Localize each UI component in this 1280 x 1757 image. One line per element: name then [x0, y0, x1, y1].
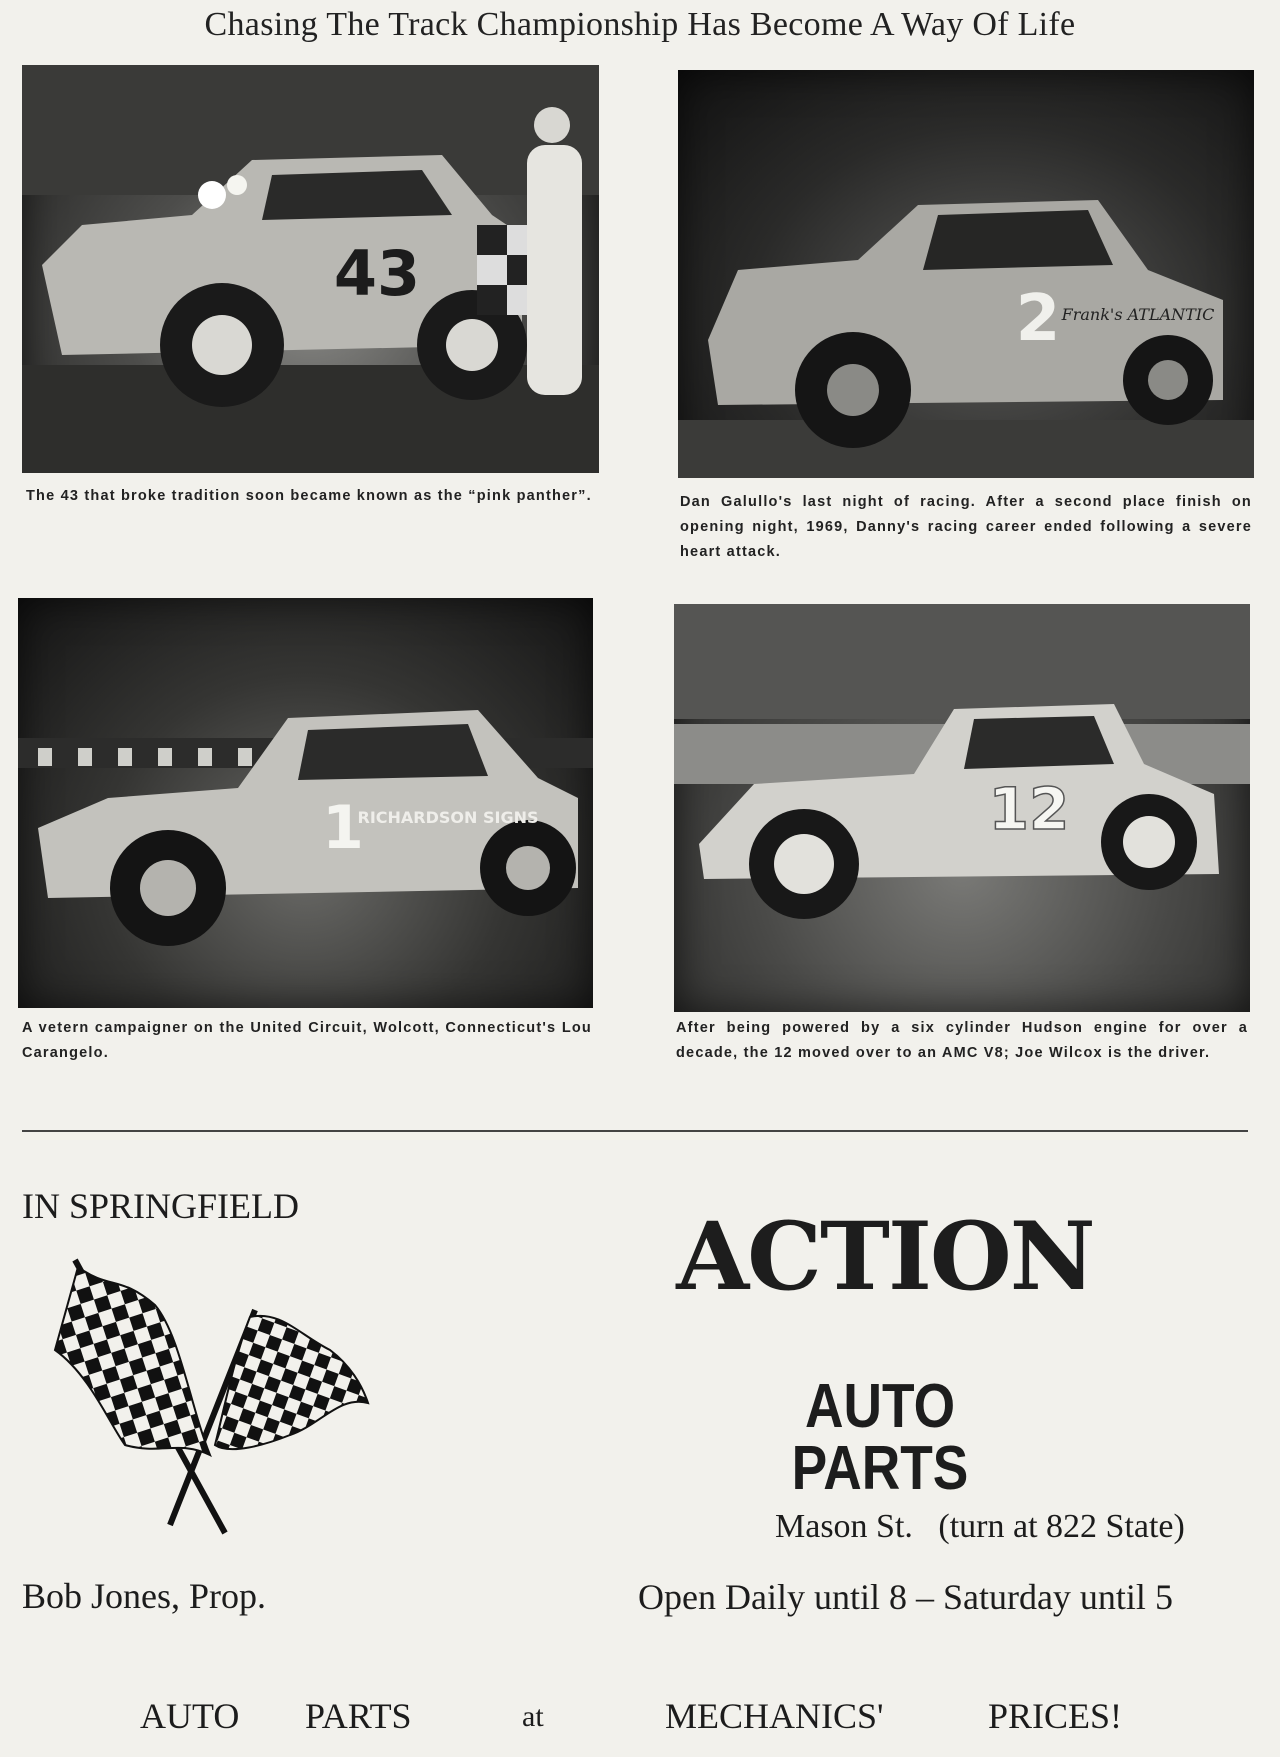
photo-car-43-image	[22, 65, 599, 473]
caption-photo-2: Dan Galullo's last night of racing. After a second place finish on opening night, 1969, Danny's racing career ended following a severe heart attack.	[680, 494, 1252, 560]
photo-car-1-image	[18, 598, 593, 1008]
ad-proprietor: Bob Jones, Prop.	[22, 1576, 267, 1616]
car-number-1: 1	[322, 793, 364, 863]
photo-car-12-image	[674, 604, 1250, 1012]
ad-brand: ACTION	[676, 1202, 1094, 1312]
car-lettering-1: RICHARDSON SIGNS	[357, 808, 539, 827]
race-photo-car-1	[18, 598, 593, 1008]
caption-photo-3: A vetern campaigner on the United Circuit, Wolcott, Connecticut's Lou Carangelo.	[22, 1020, 592, 1061]
photo-car-2-image	[678, 70, 1254, 478]
page-title: Chasing The Track Championship Has Become A Way Of Life	[204, 6, 1076, 43]
car-lettering-2: Frank's ATLANTIC	[1061, 305, 1215, 324]
ad-hours: Open Daily until 8 – Saturday until 5	[638, 1577, 1173, 1617]
tagline-word-4: MECHANICS'	[665, 1696, 884, 1736]
race-photo-car-12	[674, 604, 1250, 1012]
car-number-43: 43	[333, 237, 421, 310]
ad-address: Mason St. (turn at 822 State)	[775, 1508, 1185, 1545]
car-number-12: 12	[988, 775, 1070, 843]
tagline-word-3: at	[522, 1700, 544, 1733]
race-photo-car-2	[678, 70, 1254, 478]
section-divider	[22, 1130, 1248, 1132]
race-photo-car-43	[22, 65, 599, 473]
ad-location: IN SPRINGFIELD	[22, 1186, 300, 1226]
car-number-2: 2	[1015, 282, 1061, 356]
tagline-word-2: PARTS	[305, 1696, 412, 1736]
tagline-word-5: PRICES!	[988, 1696, 1123, 1736]
tagline-word-1: AUTO	[140, 1696, 240, 1736]
checkered-flags-icon	[50, 1255, 370, 1540]
caption-photo-1: The 43 that broke tradition soon became known as the “pink panther”.	[26, 488, 592, 504]
ad-subbrand: AUTO PARTS	[791, 1372, 969, 1503]
caption-photo-4: After being powered by a six cylinder Hudson engine for over a decade, the 12 moved over to an AMC V8; Joe Wilcox is the driver.	[676, 1020, 1248, 1061]
